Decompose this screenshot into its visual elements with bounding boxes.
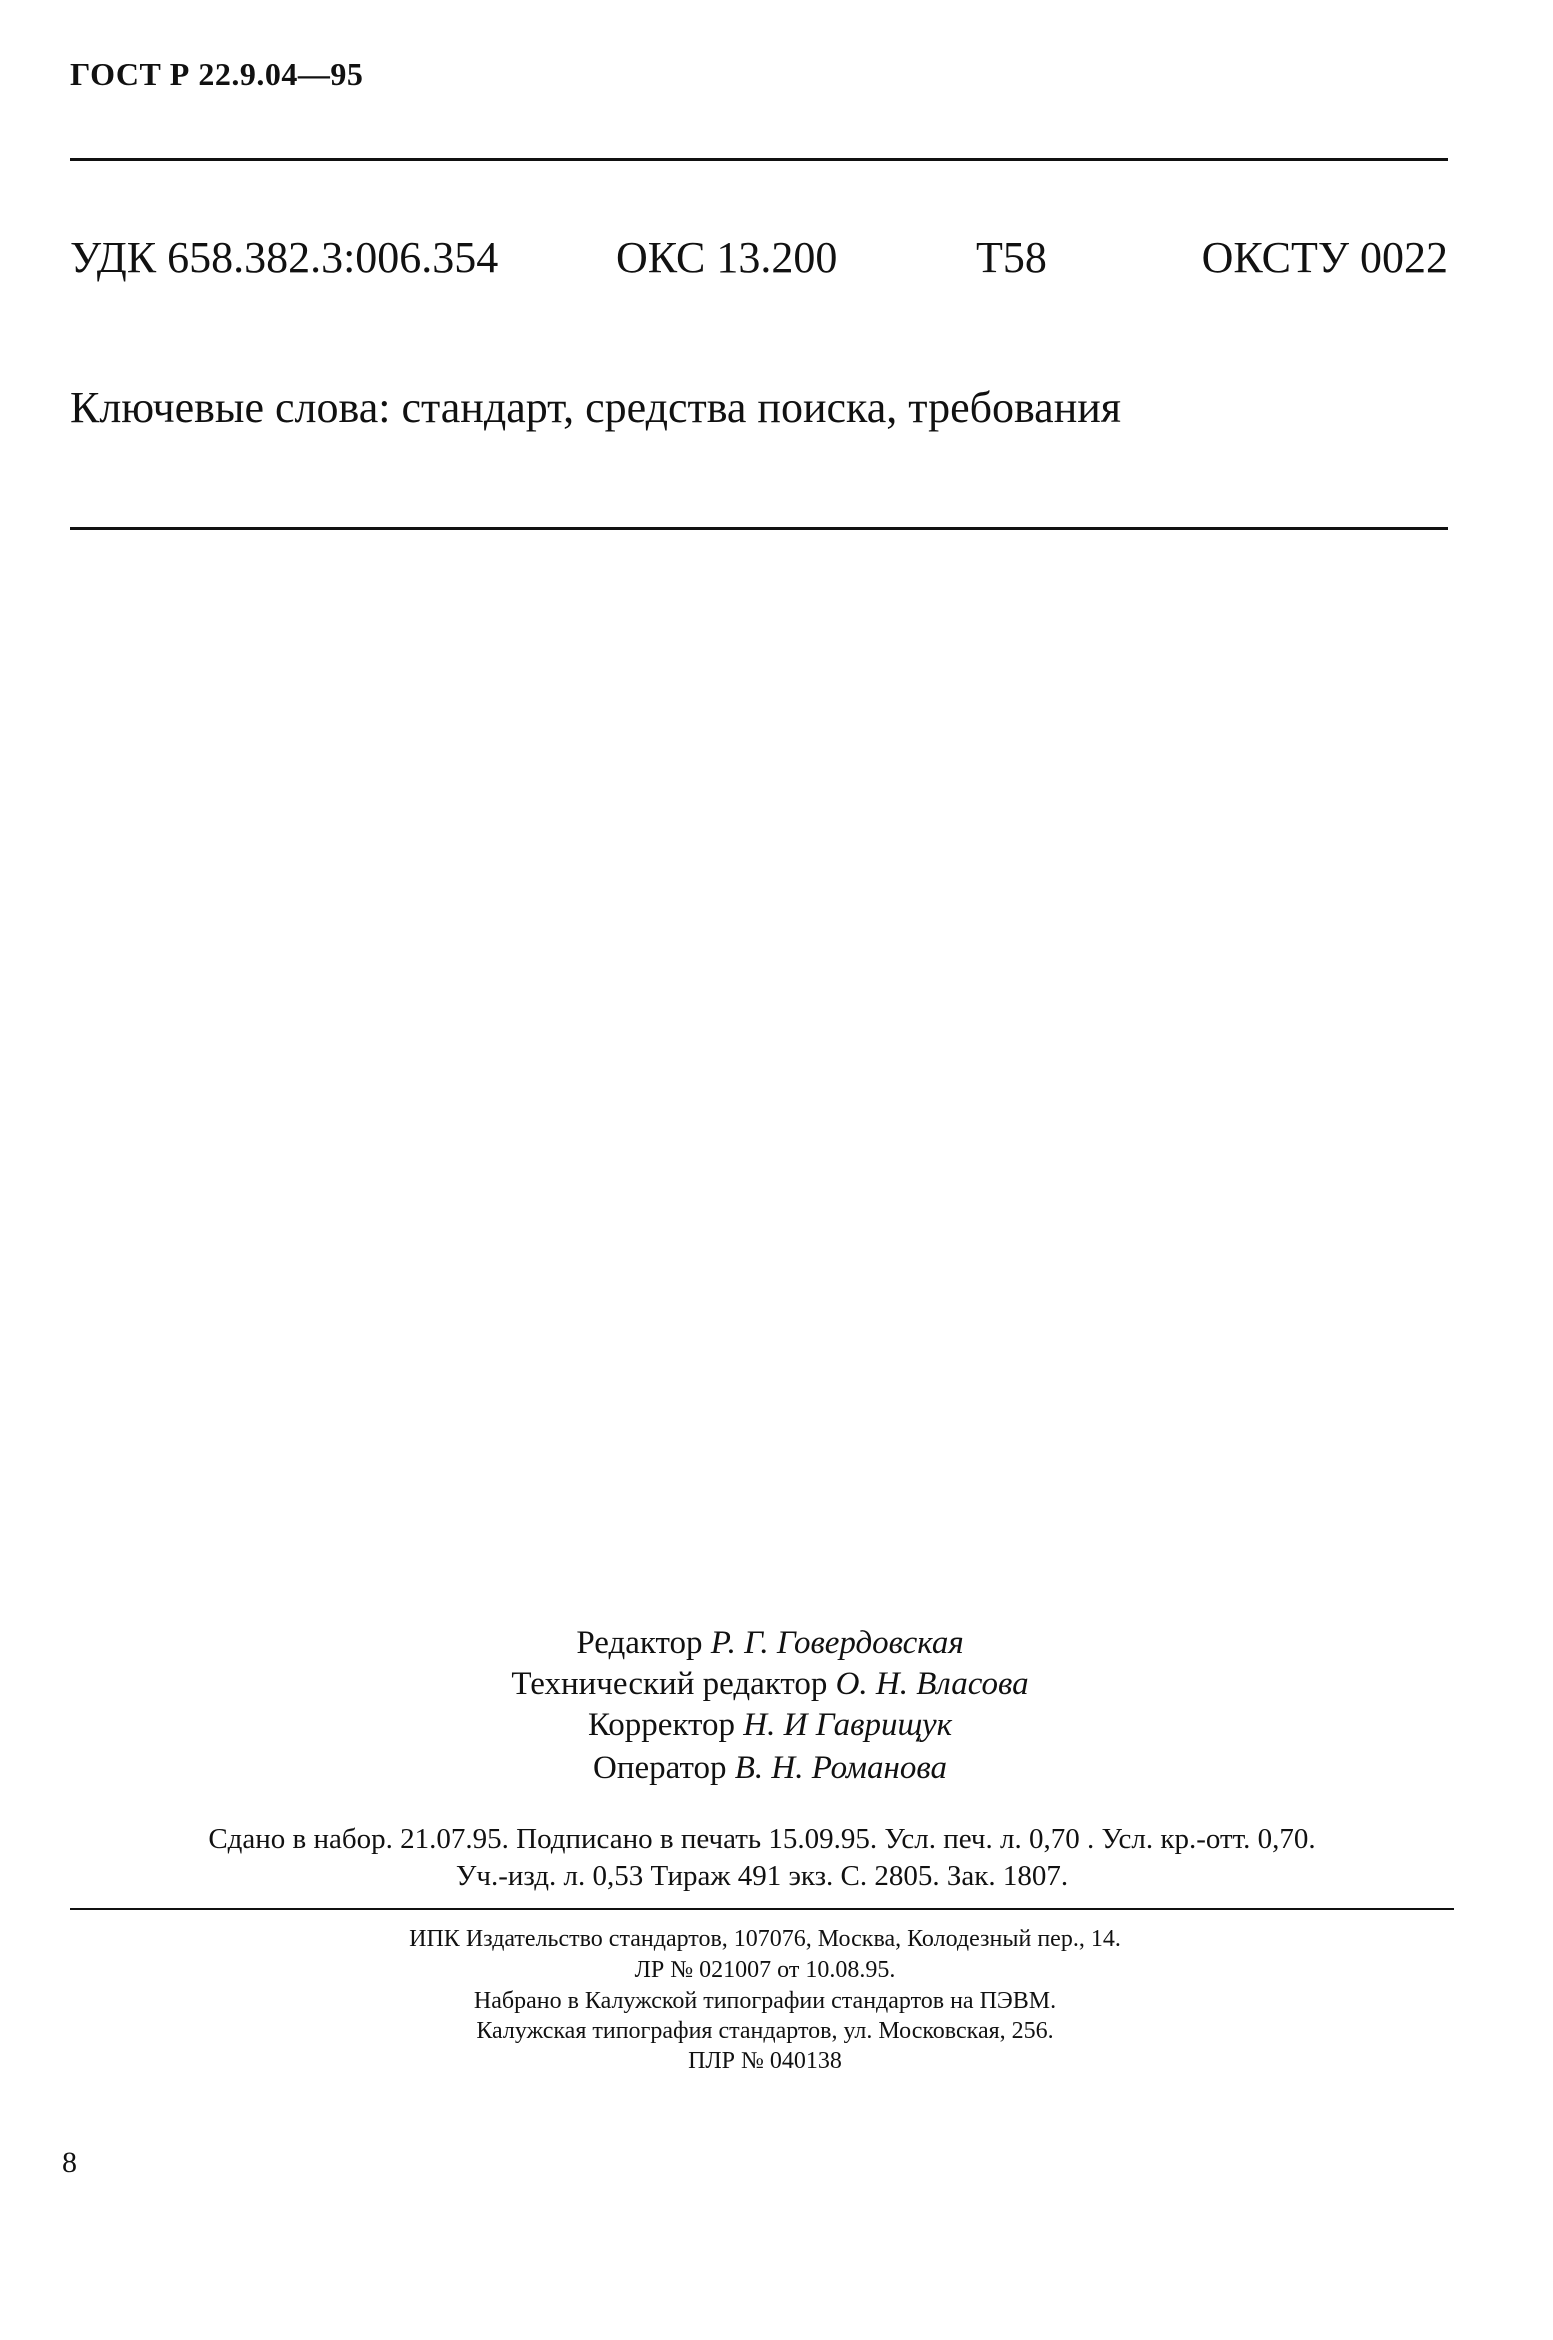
credit-editor xyxy=(320,1625,1220,1662)
credit-operator xyxy=(320,1750,1220,1787)
credit-name: В. Н. Романова xyxy=(734,1750,947,1786)
publisher-line-1: ИПК Издательство стандартов, 107076, Москва, Колодезный пер., 14. xyxy=(409,1926,1121,1952)
bottom-divider xyxy=(70,1908,1454,1910)
standard-code: ГОСТ Р 22.9.04—95 xyxy=(70,56,364,92)
t-code: Т58 xyxy=(976,233,1047,282)
print-info-line-1: Сдано в набор. 21.07.95. Подписано в печать 15.09.95. Усл. печ. л. 0,70 . Усл. кр.-отт. 0,70. xyxy=(208,1823,1316,1855)
keywords-line: Ключевые слова: стандарт, средства поиска, требования xyxy=(70,383,1122,432)
udk-code: УДК 658.382.3:006.354 xyxy=(70,233,499,282)
publisher-line-2: ЛР № 021007 от 10.08.95. xyxy=(634,1957,896,1983)
publisher-line-4: Калужская типография стандартов, ул. Московская, 256. xyxy=(476,2018,1054,2044)
print-info-line-2: Уч.-изд. л. 0,53 Тираж 491 экз. С. 2805. Зак. 1807. xyxy=(455,1860,1069,1892)
middle-divider xyxy=(70,527,1448,530)
publisher-line-3: Набрано в Калужской типографии стандартов на ПЭВМ. xyxy=(473,1988,1057,2014)
credit-role: Технический редактор xyxy=(511,1666,828,1702)
credit-name: О. Н. Власова xyxy=(835,1666,1029,1702)
oks-code: ОКС 13.200 xyxy=(616,233,838,282)
publisher-line-5: ПЛР № 040138 xyxy=(688,2048,842,2074)
credit-name: Н. И Гаврищук xyxy=(743,1707,953,1743)
credit-role: Оператор xyxy=(593,1750,727,1786)
credit-proofreader xyxy=(320,1707,1220,1744)
credit-role: Корректор xyxy=(587,1707,736,1743)
page-number: 8 xyxy=(62,2146,77,2179)
credit-name: Р. Г. Говердовская xyxy=(710,1625,964,1661)
credit-technical-editor xyxy=(320,1666,1220,1703)
credit-role: Редактор xyxy=(576,1625,703,1661)
top-divider xyxy=(70,158,1448,161)
okstu-code: ОКСТУ 0022 xyxy=(1201,233,1448,282)
classification-row xyxy=(70,232,1448,292)
